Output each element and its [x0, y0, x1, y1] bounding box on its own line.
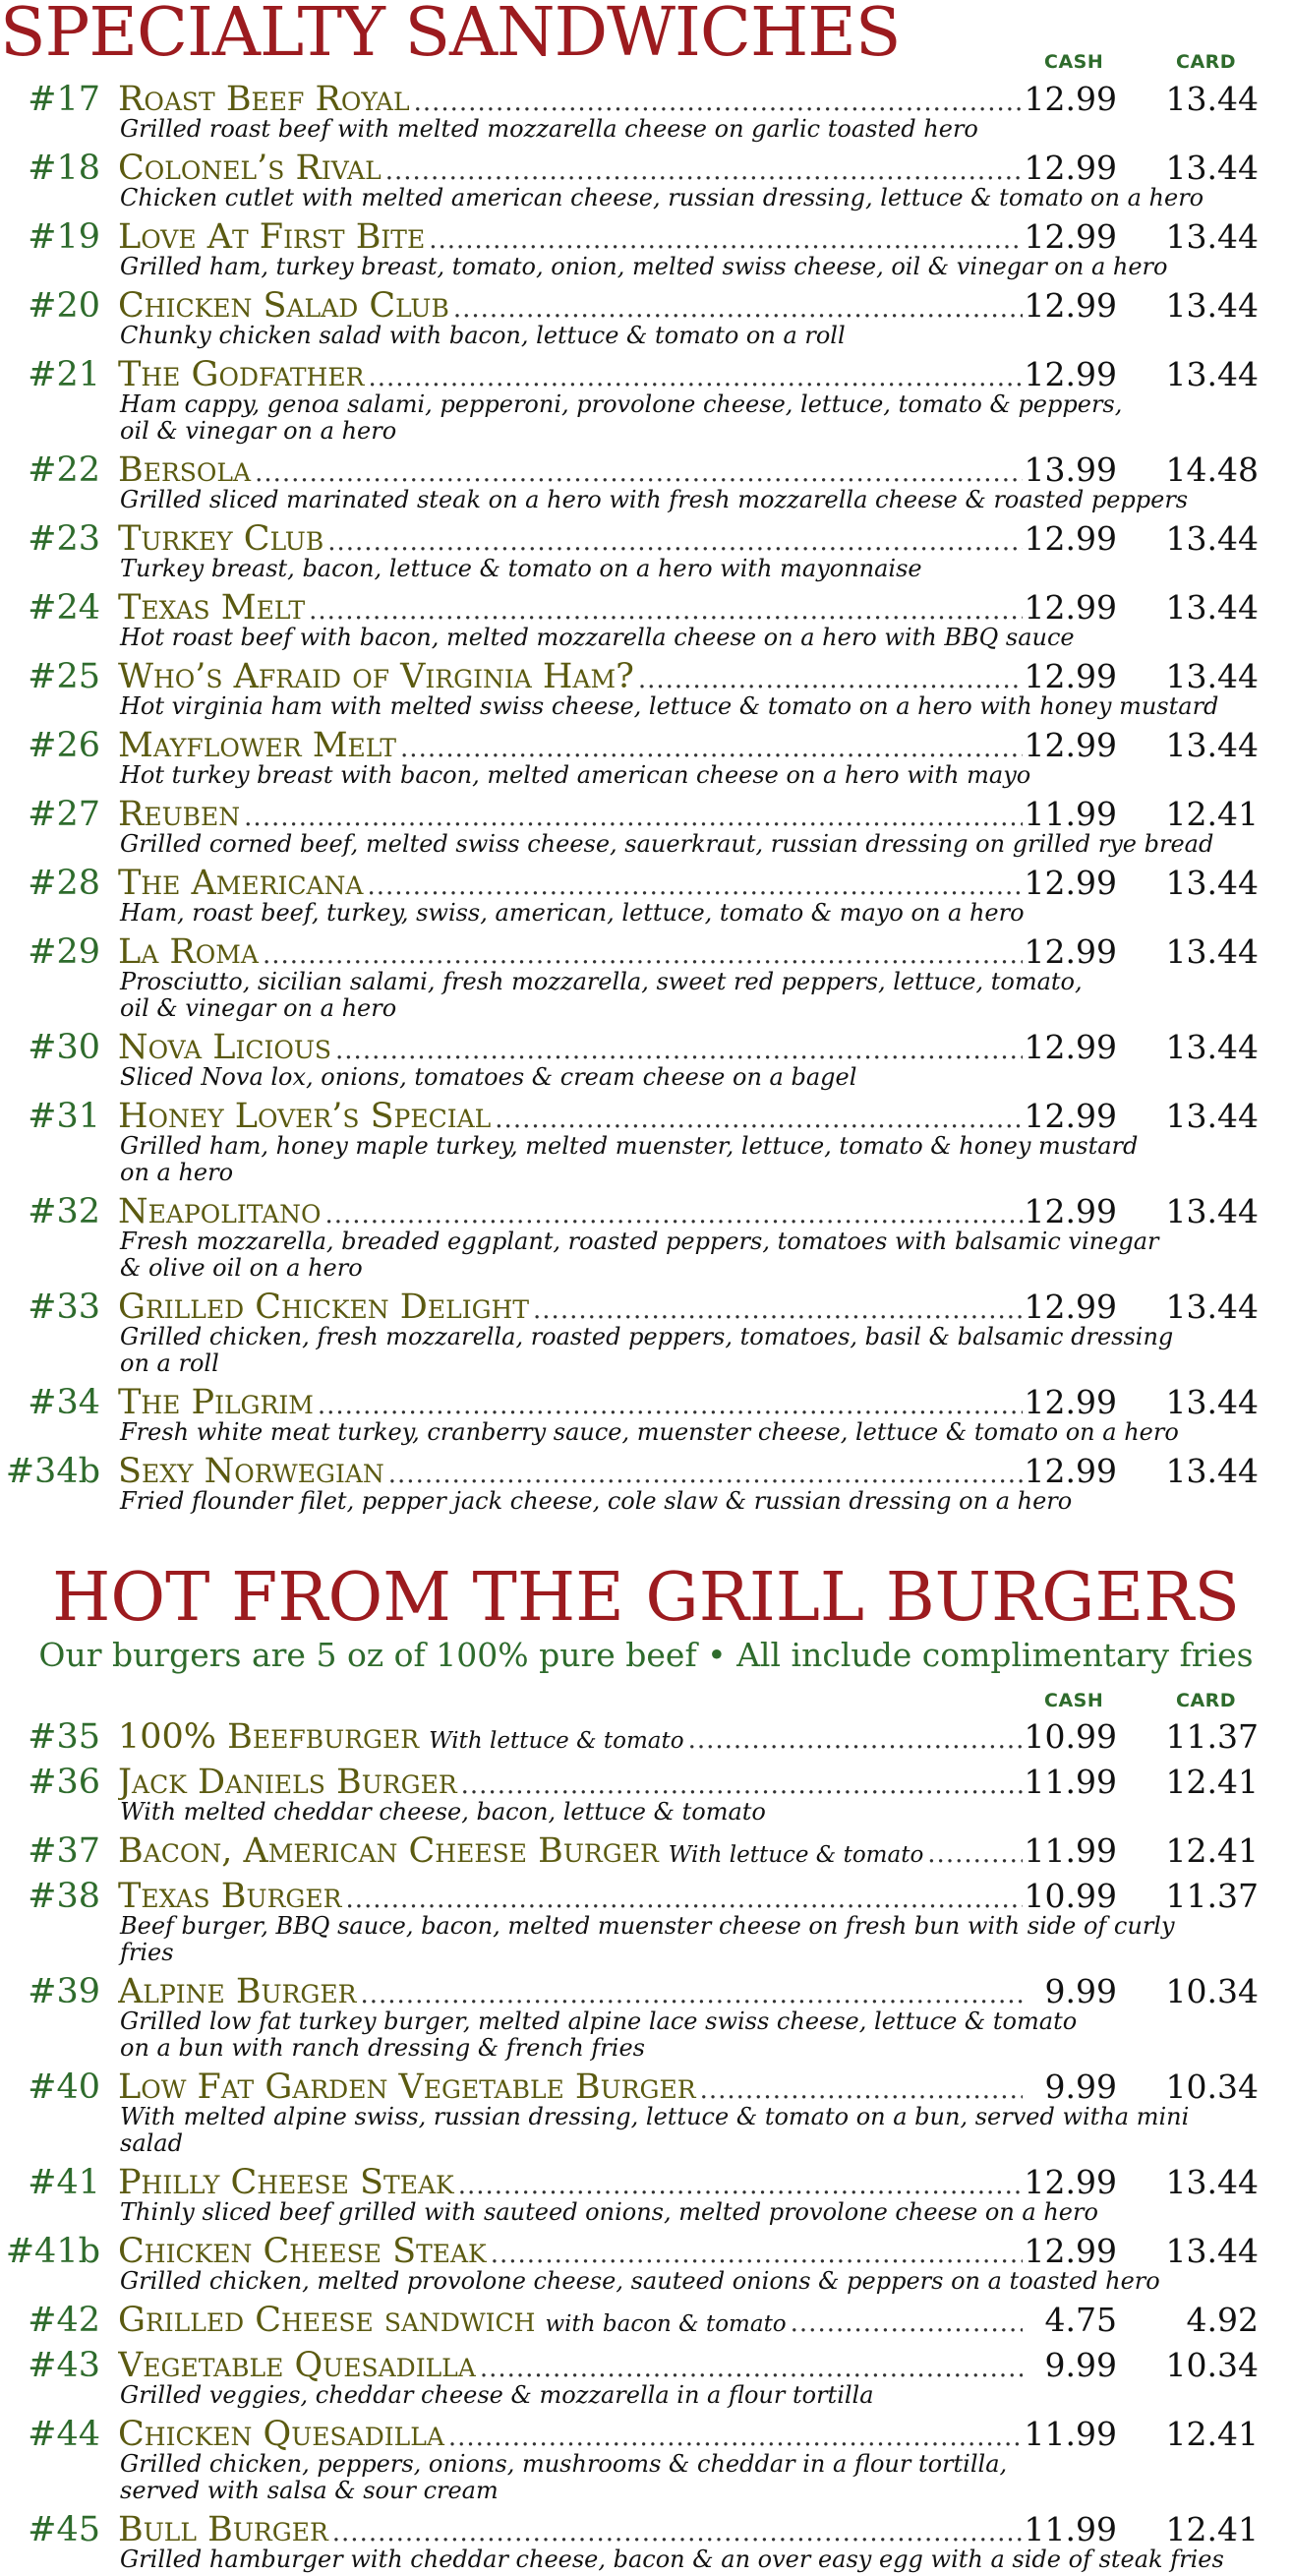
item-number: #34b — [5, 1452, 100, 1491]
card-price: 13.44 — [1165, 657, 1259, 695]
item-inline-description: With lettuce & tomato — [668, 1842, 924, 1868]
item-number: #35 — [28, 1717, 100, 1757]
dot-leader — [927, 1831, 1023, 1874]
item-number: #38 — [28, 1877, 100, 1916]
item-name: Low Fat Garden Vegetable Burger — [118, 2067, 696, 2107]
burgers-subtitle: Our burgers are 5 oz of 100% pure beef • All include complimentary fries — [38, 1636, 1254, 1674]
menu-item — [0, 2160, 1292, 2229]
item-number: #31 — [28, 1097, 100, 1136]
item-number: #19 — [28, 217, 100, 257]
card-price: 13.44 — [1165, 2232, 1259, 2270]
item-name: The Pilgrim — [118, 1383, 314, 1422]
cash-column-header: CASH — [1044, 51, 1104, 73]
item-description: Fried flounder filet, pepper jack cheese, cole slaw & russian dressing on a hero — [120, 1487, 1073, 1515]
item-name: Grilled Cheese sandwich — [118, 2301, 536, 2340]
card-price: 12.41 — [1165, 1831, 1259, 1870]
menu-item — [0, 2065, 1292, 2160]
item-description: Grilled ham, honey maple turkey, melted muenster, lettuce, tomato & honey mustard on a hero — [120, 1132, 1139, 1186]
item-description: Fresh mozzarella, breaded eggplant, roasted peppers, tomatoes with balsamic vinegar & olive oil on a hero — [120, 1228, 1159, 1282]
menu-item — [0, 214, 1292, 283]
menu-item — [0, 77, 1292, 146]
menu-item-row — [0, 2298, 1292, 2343]
item-description: Chicken cutlet with melted american cheese, russian dressing, lettuce & tomato on a hero — [120, 184, 1204, 211]
cash-price: 12.99 — [1024, 2232, 1117, 2270]
item-description: Grilled chicken, fresh mozzarella, roasted peppers, tomatoes, basil & balsamic dressing on a roll — [120, 1323, 1174, 1377]
item-description: Grilled roast beef with melted mozzarella cheese on garlic toasted hero — [120, 115, 978, 143]
item-number: #45 — [28, 2510, 100, 2549]
item-number: #17 — [28, 80, 100, 119]
section-title-grill-burgers: HOT FROM THE GRILL BURGERS — [52, 1559, 1240, 1637]
card-price: 13.44 — [1165, 1192, 1259, 1230]
cash-price: 12.99 — [1024, 1192, 1117, 1230]
item-description: With melted cheddar cheese, bacon, lettuce & tomato — [120, 1798, 766, 1826]
card-price: 12.41 — [1165, 2510, 1259, 2548]
item-number: #42 — [28, 2301, 100, 2340]
item-description: Thinly sliced beef grilled with sauteed onions, melted provolone cheese on a hero — [120, 2198, 1098, 2226]
menu-item — [0, 352, 1292, 448]
card-price: 10.34 — [1165, 2067, 1259, 2106]
item-name-line — [118, 2298, 1023, 2343]
menu-item — [0, 2412, 1292, 2507]
item-description: Grilled corned beef, melted swiss cheese, sauerkraut, russian dressing on grilled rye bread — [120, 830, 1214, 858]
item-description: Hot virginia ham with melted swiss cheese, lettuce & tomato on a hero with honey mustard — [120, 692, 1219, 720]
cash-price: 12.99 — [1024, 864, 1117, 902]
cash-price: 4.75 — [1044, 2301, 1117, 2339]
item-description: Grilled low fat turkey burger, melted alpine lace swiss cheese, lettuce & tomato on a bun with ranch dressing & french fries — [120, 2007, 1078, 2062]
cash-price: 11.99 — [1024, 1763, 1117, 1801]
item-description: Ham cappy, genoa salami, pepperoni, provolone cheese, lettuce, tomato & peppers, oil & vinegar on a hero — [120, 390, 1123, 445]
item-name: Jack Daniels Burger — [118, 1763, 457, 1802]
item-number: #23 — [28, 519, 100, 559]
item-number: #28 — [28, 864, 100, 903]
item-number: #32 — [28, 1192, 100, 1231]
item-number: #43 — [28, 2346, 100, 2385]
item-name: Nova Licious — [118, 1028, 332, 1067]
menu-item — [0, 654, 1292, 723]
item-number: #41b — [5, 2232, 100, 2271]
item-description: Hot roast beef with bacon, melted mozzarella cheese on a hero with BBQ sauce — [120, 624, 1075, 651]
specialty-sandwich-list — [0, 77, 1292, 1518]
cash-price: 9.99 — [1044, 1972, 1117, 2010]
cash-price: 12.99 — [1024, 588, 1117, 627]
menu-item — [0, 1828, 1292, 1874]
item-name: Chicken Quesadilla — [118, 2415, 444, 2454]
item-description: Beef burger, BBQ sauce, bacon, melted muenster cheese on fresh bun with side of curly fries — [120, 1912, 1175, 1966]
burger-list — [0, 1714, 1292, 2576]
item-number: #40 — [28, 2067, 100, 2107]
cash-price: 12.99 — [1024, 657, 1117, 695]
card-price: 13.44 — [1165, 1288, 1259, 1326]
item-description: Grilled veggies, cheddar cheese & mozzarella in a flour tortilla — [120, 2381, 874, 2409]
cash-price: 10.99 — [1024, 1877, 1117, 1915]
item-description: Grilled chicken, peppers, onions, mushrooms & cheddar in a flour tortilla, served with salsa & sour cream — [120, 2450, 1008, 2504]
cash-price: 13.99 — [1024, 450, 1117, 489]
item-number: #33 — [28, 1288, 100, 1327]
card-price: 13.44 — [1165, 217, 1259, 256]
dot-leader — [688, 1717, 1023, 1760]
cash-price: 9.99 — [1044, 2067, 1117, 2106]
card-price: 13.44 — [1165, 588, 1259, 627]
item-number: #20 — [28, 286, 100, 326]
cash-price: 12.99 — [1024, 1452, 1117, 1490]
item-description: Sliced Nova lox, onions, tomatoes & cream cheese on a bagel — [120, 1063, 857, 1091]
cash-price: 12.99 — [1024, 149, 1117, 187]
menu-item — [0, 1714, 1292, 1760]
item-number: #18 — [28, 149, 100, 188]
item-number: #25 — [28, 657, 100, 696]
menu-item — [0, 1094, 1292, 1189]
item-number: #37 — [28, 1831, 100, 1871]
item-name: Love At First Bite — [118, 217, 426, 257]
item-number: #34 — [28, 1383, 100, 1422]
card-price: 13.44 — [1165, 1028, 1259, 1066]
cash-price: 12.99 — [1024, 1383, 1117, 1421]
menu-item — [0, 1189, 1292, 1285]
menu-item — [0, 146, 1292, 214]
item-number: #36 — [28, 1763, 100, 1802]
cash-price: 12.99 — [1024, 80, 1117, 118]
cash-price: 11.99 — [1024, 1831, 1117, 1870]
item-name: Honey Lover’s Special — [118, 1097, 492, 1136]
cash-column-header: CASH — [1044, 1690, 1104, 1711]
card-price: 13.44 — [1165, 80, 1259, 118]
item-number: #29 — [28, 932, 100, 972]
item-name: Bacon, American Cheese Burger — [118, 1831, 659, 1871]
item-name: Sexy Norwegian — [118, 1452, 384, 1491]
item-name-line — [118, 1714, 1023, 1760]
cash-price: 11.99 — [1024, 795, 1117, 833]
cash-price: 11.99 — [1024, 2415, 1117, 2453]
menu-item — [0, 1380, 1292, 1449]
item-name: Colonel’s Rival — [118, 149, 382, 188]
card-price: 13.44 — [1165, 149, 1259, 187]
cash-price: 9.99 — [1044, 2346, 1117, 2384]
menu-item — [0, 2298, 1292, 2343]
cash-price: 12.99 — [1024, 1288, 1117, 1326]
item-name: Bull Burger — [118, 2510, 328, 2549]
item-number: #27 — [28, 795, 100, 834]
item-name-line — [118, 1828, 1023, 1874]
card-price: 13.44 — [1165, 864, 1259, 902]
menu-item — [0, 929, 1292, 1025]
cash-price: 11.99 — [1024, 2510, 1117, 2548]
cash-price: 12.99 — [1024, 2163, 1117, 2201]
card-price: 4.92 — [1186, 2301, 1259, 2339]
cash-price: 12.99 — [1024, 1097, 1117, 1135]
item-description: Prosciutto, sicilian salami, fresh mozzarella, sweet red peppers, lettuce, tomato, oil & vinegar on a hero — [120, 968, 1083, 1022]
item-name: Texas Melt — [118, 588, 306, 628]
item-name: La Roma — [118, 932, 259, 972]
menu-item — [0, 516, 1292, 585]
cash-price: 12.99 — [1024, 1028, 1117, 1066]
menu-item — [0, 1874, 1292, 1969]
menu-item — [0, 2343, 1292, 2412]
cash-price: 12.99 — [1024, 519, 1117, 558]
card-column-header: CARD — [1176, 1690, 1237, 1711]
card-price: 13.44 — [1165, 726, 1259, 764]
menu-item — [0, 2507, 1292, 2576]
item-description: Grilled chicken, melted provolone cheese, sauteed onions & peppers on a toasted hero — [120, 2267, 1160, 2295]
item-number: #24 — [28, 588, 100, 628]
item-name: 100% Beefburger — [118, 1717, 420, 1757]
item-name: Chicken Cheese Steak — [118, 2232, 487, 2271]
menu-item-row — [0, 1714, 1292, 1760]
item-number: #44 — [28, 2415, 100, 2454]
cash-price: 12.99 — [1024, 286, 1117, 325]
menu-item — [0, 1760, 1292, 1828]
card-price: 13.44 — [1165, 519, 1259, 558]
card-price: 12.41 — [1165, 795, 1259, 833]
item-description: Grilled sliced marinated steak on a hero with fresh mozzarella cheese & roasted peppers — [120, 486, 1189, 513]
item-number: #39 — [28, 1972, 100, 2011]
card-price: 13.44 — [1165, 932, 1259, 971]
cash-price: 10.99 — [1024, 1717, 1117, 1756]
item-name: Alpine Burger — [118, 1972, 357, 2011]
item-number: #41 — [28, 2163, 100, 2202]
menu-item — [0, 585, 1292, 654]
item-name: Philly Cheese Steak — [118, 2163, 454, 2202]
card-price: 14.48 — [1165, 450, 1259, 489]
menu-item — [0, 1025, 1292, 1094]
item-name: The Godfather — [118, 355, 365, 394]
card-price: 10.34 — [1165, 1972, 1259, 2010]
card-price: 10.34 — [1165, 2346, 1259, 2384]
menu-item — [0, 2229, 1292, 2298]
menu-item — [0, 723, 1292, 792]
menu-item — [0, 861, 1292, 929]
menu-item — [0, 1449, 1292, 1518]
item-description: Turkey breast, bacon, lettuce & tomato on a hero with mayonnaise — [120, 555, 922, 582]
dot-leader — [791, 2301, 1023, 2343]
item-description: Grilled ham, turkey breast, tomato, onion, melted swiss cheese, oil & vinegar on a hero — [120, 253, 1168, 280]
item-description: Hot turkey breast with bacon, melted american cheese on a hero with mayo — [120, 761, 1031, 789]
item-description: Fresh white meat turkey, cranberry sauce, muenster cheese, lettuce & tomato on a hero — [120, 1418, 1179, 1446]
item-number: #26 — [28, 726, 100, 765]
item-name: Chicken Salad Club — [118, 286, 449, 326]
item-description: Grilled hamburger with cheddar cheese, bacon & an over easy egg with a side of steak fries — [120, 2546, 1224, 2573]
card-price: 13.44 — [1165, 286, 1259, 325]
cash-price: 12.99 — [1024, 217, 1117, 256]
card-price: 13.44 — [1165, 1097, 1259, 1135]
item-name: Neapolitano — [118, 1192, 322, 1231]
card-price: 12.41 — [1165, 1763, 1259, 1801]
section-title-specialty-sandwiches: SPECIALTY SANDWICHES — [0, 0, 901, 72]
item-name: Bersola — [118, 450, 252, 490]
card-column-header: CARD — [1176, 51, 1237, 73]
menu-item-row — [0, 1828, 1292, 1874]
card-price: 13.44 — [1165, 1452, 1259, 1490]
cash-price: 12.99 — [1024, 932, 1117, 971]
item-name: Roast Beef Royal — [118, 80, 410, 119]
item-inline-description: With lettuce & tomato — [429, 1728, 684, 1754]
card-price: 11.37 — [1165, 1717, 1259, 1756]
menu-item — [0, 1285, 1292, 1380]
item-name: Who’s Afraid of Virginia Ham? — [118, 657, 634, 696]
item-description: Ham, roast beef, turkey, swiss, american, lettuce, tomato & mayo on a hero — [120, 899, 1025, 927]
item-number: #30 — [28, 1028, 100, 1067]
card-price: 13.44 — [1165, 2163, 1259, 2201]
item-name: Grilled Chicken Delight — [118, 1288, 530, 1327]
card-price: 11.37 — [1165, 1877, 1259, 1915]
item-number: #21 — [28, 355, 100, 394]
card-price: 12.41 — [1165, 2415, 1259, 2453]
item-name: Reuben — [118, 795, 241, 834]
card-price: 13.44 — [1165, 1383, 1259, 1421]
menu-item — [0, 1969, 1292, 2065]
item-inline-description: with bacon & tomato — [545, 2311, 787, 2337]
menu-item — [0, 283, 1292, 352]
cash-price: 12.99 — [1024, 355, 1117, 393]
item-description: With melted alpine swiss, russian dressing, lettuce & tomato on a bun, served witha mini salad — [120, 2103, 1190, 2157]
item-name: Texas Burger — [118, 1877, 342, 1916]
item-number: #22 — [28, 450, 100, 490]
item-name: Vegetable Quesadilla — [118, 2346, 476, 2385]
item-name: Turkey Club — [118, 519, 324, 559]
menu-item — [0, 448, 1292, 516]
item-name: Mayflower Melt — [118, 726, 397, 765]
menu-item — [0, 792, 1292, 861]
card-price: 13.44 — [1165, 355, 1259, 393]
item-name: The Americana — [118, 864, 364, 903]
item-description: Chunky chicken salad with bacon, lettuce & tomato on a roll — [120, 322, 846, 349]
cash-price: 12.99 — [1024, 726, 1117, 764]
